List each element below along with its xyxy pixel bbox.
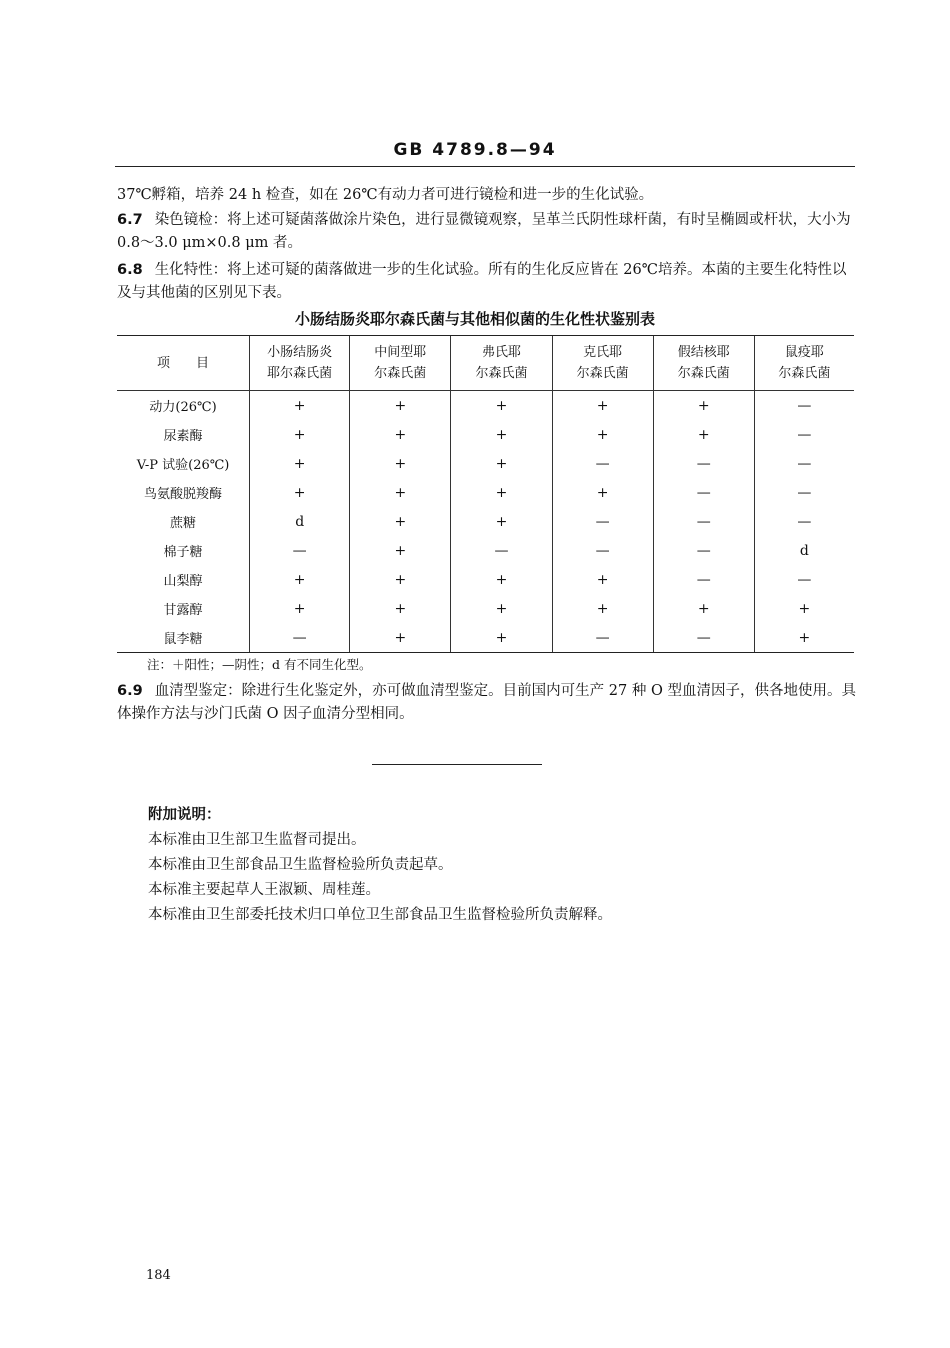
table-cell: + xyxy=(250,449,350,478)
table-cell: — xyxy=(552,623,653,653)
table-cell: + xyxy=(350,478,451,507)
table-cell: — xyxy=(754,507,854,536)
table-cell: + xyxy=(350,594,451,623)
row-label: 鸟氨酸脱羧酶 xyxy=(144,487,223,502)
row-label: 动力(26℃) xyxy=(149,400,217,415)
paragraph-6-7 xyxy=(117,209,857,255)
table-cell: — xyxy=(552,449,653,478)
table-row xyxy=(117,536,854,565)
paragraph-text: 染色镜检：将上述可疑菌落做涂片染色，进行显微镜观察，呈革兰氏阴性球杆菌，有时呈椭圆或杆状，大小为 0.8～3.0 μm×0.8 μm 者。 xyxy=(117,212,851,251)
table-cell: + xyxy=(754,594,854,623)
table-cell: + xyxy=(451,565,552,594)
table-cell: — xyxy=(653,565,754,594)
table-cell: + xyxy=(451,449,552,478)
table-cell: + xyxy=(552,478,653,507)
table-cell: + xyxy=(350,449,451,478)
table-cell: + xyxy=(552,565,653,594)
table-cell: — xyxy=(250,536,350,565)
table-cell: + xyxy=(451,478,552,507)
table-cell: — xyxy=(653,536,754,565)
table-cell: — xyxy=(552,536,653,565)
header-col: 中间型耶 尔森氏菌 xyxy=(350,336,451,391)
table-cell: + xyxy=(451,594,552,623)
appendix-line: 本标准由卫生部委托技术归口单位卫生部食品卫生监督检验所负责解释。 xyxy=(148,907,612,923)
appendix xyxy=(148,803,612,928)
table-cell: + xyxy=(653,391,754,421)
row-label: 尿素酶 xyxy=(163,429,203,444)
table-cell: + xyxy=(250,391,350,421)
appendix-line: 本标准主要起草人王淑颖、周桂莲。 xyxy=(148,882,380,898)
page-number: 184 xyxy=(146,1268,171,1283)
header-col: 克氏耶 尔森氏菌 xyxy=(552,336,653,391)
table-cell: — xyxy=(754,478,854,507)
table-title: 小肠结肠炎耶尔森氏菌与其他相似菌的生化性状鉴别表 xyxy=(294,310,655,328)
table-cell: d xyxy=(250,507,350,536)
table-cell: + xyxy=(552,594,653,623)
paragraph-6-9 xyxy=(117,680,857,726)
table-cell: + xyxy=(754,623,854,653)
standard-code-header: GB 4789.8—94 xyxy=(393,140,557,160)
header-col: 小肠结肠炎 耶尔森氏菌 xyxy=(250,336,350,391)
table-row xyxy=(117,565,854,594)
appendix-title: 附加说明： xyxy=(148,807,221,823)
table-cell: + xyxy=(350,623,451,653)
header-col: 假结核耶 尔森氏菌 xyxy=(653,336,754,391)
table-cell: d xyxy=(754,536,854,565)
table-header-row xyxy=(117,336,854,391)
section-number: 6.7 xyxy=(117,212,143,228)
section-number: 6.9 xyxy=(117,683,143,699)
table-cell: + xyxy=(250,565,350,594)
table-row xyxy=(117,420,854,449)
table-cell: + xyxy=(350,536,451,565)
table-cell: — xyxy=(552,507,653,536)
section-number: 6.8 xyxy=(117,262,143,278)
table-cell: + xyxy=(451,623,552,653)
table-cell: + xyxy=(451,507,552,536)
paragraph-continuation: 37℃孵箱，培养 24 h 检查，如在 26℃有动力者可进行镜检和进一步的生化试验。 xyxy=(117,187,654,203)
biochem-table xyxy=(117,335,854,653)
table-row xyxy=(117,391,854,421)
table-cell: — xyxy=(451,536,552,565)
table-cell: + xyxy=(350,391,451,421)
table-cell: + xyxy=(552,391,653,421)
table-cell: — xyxy=(754,391,854,421)
table-note: 注：＋阳性；—阴性；d 有不同生化型。 xyxy=(147,657,372,672)
table-cell: — xyxy=(754,449,854,478)
table-cell: — xyxy=(250,623,350,653)
row-label: V-P 试验(26℃) xyxy=(136,458,230,473)
table-row xyxy=(117,507,854,536)
appendix-line: 本标准由卫生部卫生监督司提出。 xyxy=(148,832,366,848)
row-label: 棉子糖 xyxy=(163,545,203,560)
table-cell: + xyxy=(250,594,350,623)
row-label: 蔗糖 xyxy=(170,516,197,531)
table-cell: — xyxy=(653,507,754,536)
table-cell: — xyxy=(653,623,754,653)
table-cell: + xyxy=(250,478,350,507)
header-rule xyxy=(115,166,855,167)
table-cell: + xyxy=(350,420,451,449)
table-cell: + xyxy=(552,420,653,449)
table-cell: + xyxy=(451,391,552,421)
table-cell: + xyxy=(653,594,754,623)
appendix-line: 本标准由卫生部食品卫生监督检验所负责起草。 xyxy=(148,857,453,873)
table-row xyxy=(117,449,854,478)
table-cell: — xyxy=(754,565,854,594)
table-cell: + xyxy=(350,565,451,594)
header-col: 弗氏耶 尔森氏菌 xyxy=(451,336,552,391)
table-row xyxy=(117,478,854,507)
row-label: 鼠李糖 xyxy=(117,623,250,653)
row-label: 山梨醇 xyxy=(163,574,203,589)
table-row xyxy=(117,623,854,653)
table-cell: — xyxy=(754,420,854,449)
section-divider xyxy=(372,764,542,765)
table-cell: + xyxy=(350,507,451,536)
table-cell: + xyxy=(653,420,754,449)
table-cell: — xyxy=(653,449,754,478)
row-label: 甘露醇 xyxy=(163,603,203,618)
paragraph-6-8 xyxy=(117,259,857,305)
table-row xyxy=(117,594,854,623)
paragraph-text: 血清型鉴定：除进行生化鉴定外，亦可做血清型鉴定。目前国内可生产 27 种 O 型血清因子，供各地使用。具体操作方法与沙门氏菌 O 因子血清分型相同。 xyxy=(117,683,856,722)
paragraph-text: 生化特性：将上述可疑的菌落做进一步的生化试验。所有的生化反应皆在 26℃培养。本菌的主要生化特性以及与其他菌的区别见下表。 xyxy=(117,262,847,301)
table-cell: + xyxy=(250,420,350,449)
header-item: 项 目 xyxy=(117,336,250,391)
table-cell: + xyxy=(451,420,552,449)
table-cell: — xyxy=(653,478,754,507)
header-col: 鼠疫耶 尔森氏菌 xyxy=(754,336,854,391)
